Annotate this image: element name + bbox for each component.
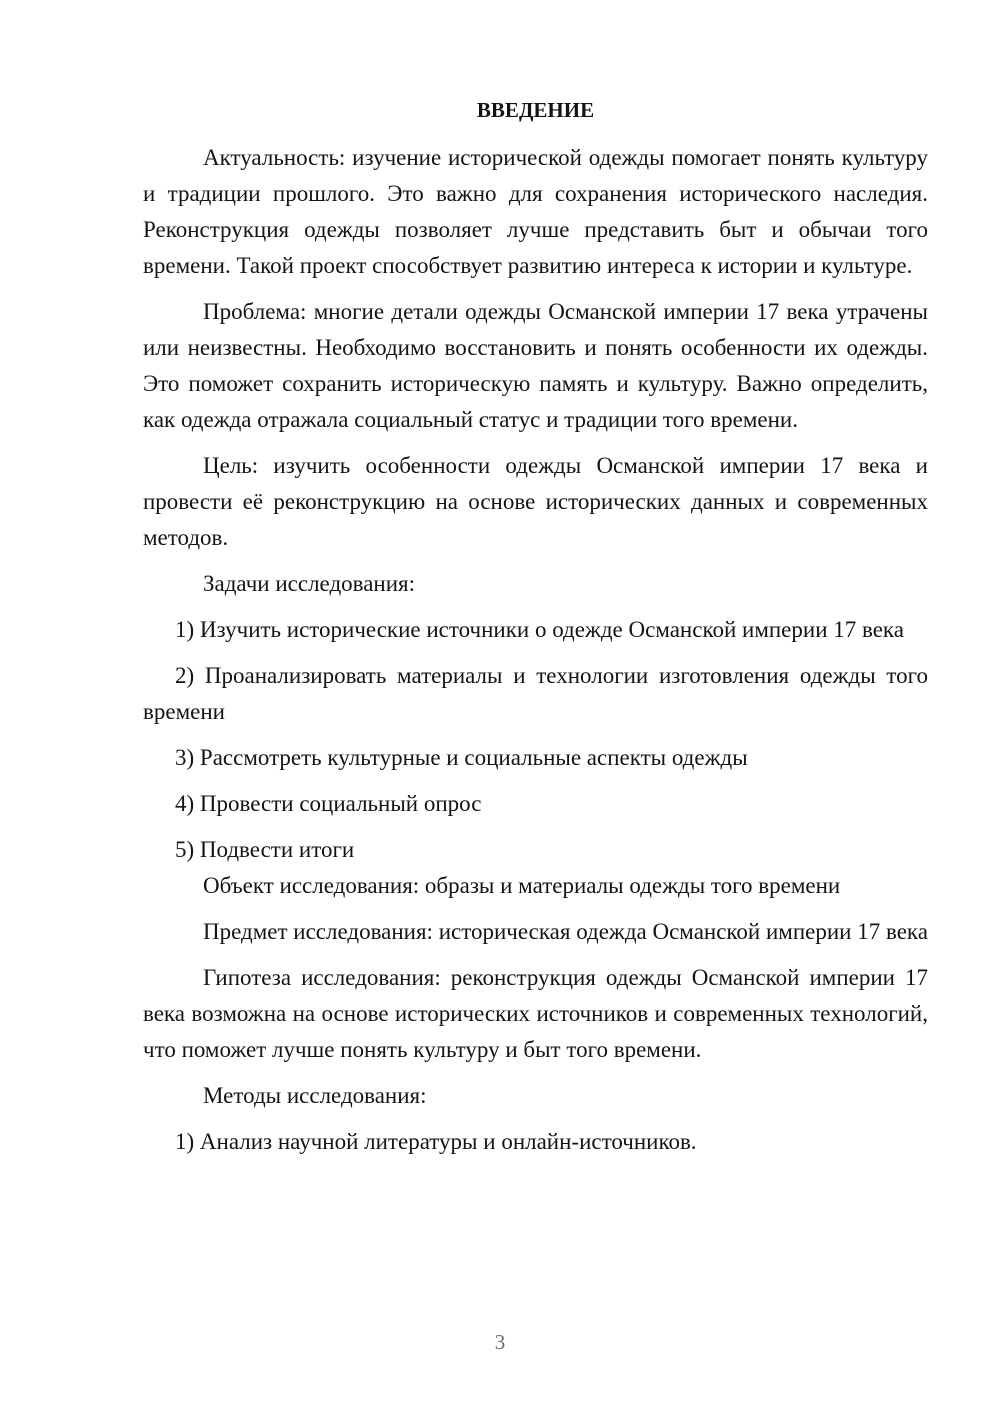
task-item-4: 4) Провести социальный опрос <box>175 791 482 816</box>
page-number: 3 <box>494 1330 506 1354</box>
object-paragraph: Объект исследования: образы и материалы одежды того времени <box>203 873 841 898</box>
page-title: ВВЕДЕНИЕ <box>476 98 595 122</box>
problem-paragraph: Проблема: многие детали одежды Османской империи 17 века утрачены или неизвестны. Необходимо восстановить и понять особенности их одежды. Это поможет сохранить историческую память и культуру. Важно определить, как одежда отражала социальный статус и традиции того времени. <box>143 299 928 432</box>
method-item-1: 1) Анализ научной литературы и онлайн-источников. <box>175 1129 697 1154</box>
task-item-5: 5) Подвести итоги <box>175 837 355 862</box>
task-item-3: 3) Рассмотреть культурные и социальные аспекты одежды <box>175 745 748 770</box>
tasks-heading: Задачи исследования: <box>203 571 416 596</box>
relevance-paragraph: Актуальность: изучение исторической одежды помогает понять культуру и традиции прошлого. Это важно для сохранения исторического наследия. Реконструкция одежды позволяет лучше представить быт и обычаи того времени. Такой проект способствует развитию интереса к истории и культуре. <box>143 145 928 278</box>
subject-paragraph: Предмет исследования: историческая одежда Османской империи 17 века <box>203 919 928 944</box>
hypothesis-paragraph: Гипотеза исследования: реконструкция одежды Османской империи 17 века возможна на основе исторических источников и современных технологий, что поможет лучше понять культуру и быт того времени. <box>143 965 928 1062</box>
task-item-2: 2) Проанализировать материалы и технологии изготовления одежды того времени <box>143 663 928 724</box>
goal-paragraph: Цель: изучить особенности одежды Османской империи 17 века и провести её реконструкцию на основе исторических данных и современных методов. <box>143 453 928 550</box>
methods-heading: Методы исследования: <box>203 1083 427 1108</box>
page-body <box>143 92 928 1160</box>
task-item-1: 1) Изучить исторические источники о одежде Османской империи 17 века <box>175 617 904 642</box>
